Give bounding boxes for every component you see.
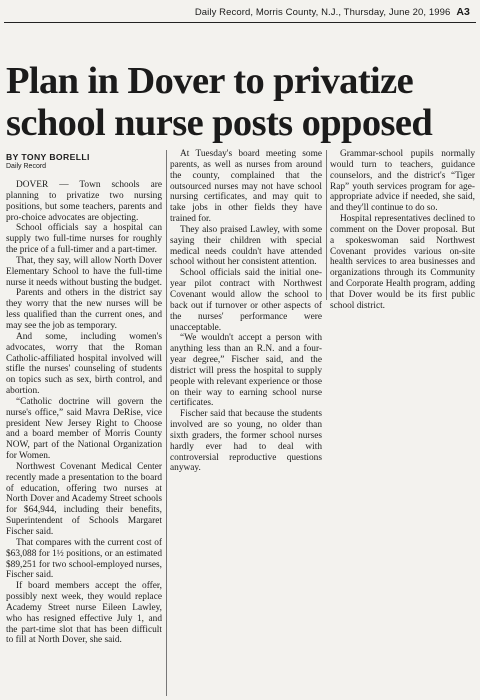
article-paragraph: Parents and others in the district say they worry that the new nurses will be less qualified than the current ones, and may see the job as temporary. — [6, 288, 162, 331]
folio-dateline: Daily Record, Morris County, N.J., Thursday, June 20, 1996 — [194, 7, 451, 18]
column-2 — [170, 149, 322, 696]
folio-page-number: A3 — [456, 6, 470, 18]
byline-source: Daily Record — [6, 163, 47, 170]
headline-line-1: Plan in Dover to privatize — [6, 60, 414, 102]
article-paragraph: Hospital representatives declined to comment on the Dover proposal. But a spokeswoman said Northwest Covenant provides various on-site health services to area businesses and organizations through its Community and Corporate Health program, adding that Dover would be its first public school district. — [330, 214, 475, 311]
top-rule — [4, 22, 476, 23]
article-paragraph: At Tuesday's board meeting some parents, as well as nurses from around the county, complained that the outsourced nurses may not have school nursing certificates, and may quit to take jobs in other fields they have trained for. — [170, 149, 322, 225]
article-paragraph: If board members accept the offer, possibly next week, they would replace Academy Street nurse Eileen Lawley, who has resigned effective July 1, and the part-time slot that has been difficult to fill at North Dover, she said. — [6, 581, 162, 646]
article-paragraph: “Catholic doctrine will govern the nurse's office,” said Mavra DeRise, vice president New Jersey Right to Choose and a board member of Morris County NOW, part of the National Organization for Women. — [6, 396, 162, 462]
article-paragraph: Northwest Covenant Medical Center recently made a presentation to the board of education, offering two nurses at North Dover and Academy Street schools for $64,944, including their benefits, Superintendent of Schools Margaret Fischer said. — [6, 461, 162, 537]
article-paragraph: “We wouldn't accept a person with anything less than an R.N. and a four-year degree,” Fischer said, and the district will press the hospital to supply people with relevant experience or those on their way to earning school nurse certificates. — [170, 333, 322, 409]
byline: BY TONY BORELLI — [6, 152, 90, 162]
article-paragraph: School officials say a hospital can supply two full-time nurses for roughly the price of a full-timer and a part-timer. — [6, 223, 162, 256]
byline-block — [6, 152, 166, 170]
article-paragraph: Fischer said that because the students involved are so young, no older than sixth graders, the former school nurses hardly ever had to deal with controversial reproductive questions anyway. — [170, 409, 322, 474]
column-divider-2 — [326, 150, 327, 300]
column-divider-1 — [166, 150, 167, 696]
headline — [6, 60, 476, 144]
headline-line-2: school nurse posts opposed — [6, 102, 433, 144]
article-paragraph: That, they say, will allow North Dover Elementary School to have the full-time nurse it needs without busting the budget. — [6, 255, 162, 288]
article-paragraph: School officials said the initial one-year pilot contract with Northwest Covenant would allow the school to back out if turnover or other aspects of the nurses' performance were unacceptable. — [170, 268, 322, 333]
column-3 — [330, 149, 475, 311]
article-paragraph: And some, including women's advocates, worry that the Roman Catholic-affiliated hospital involved will stifle the nurses' counseling of students on topics such as sex, birth control, and abortion. — [6, 331, 162, 397]
article-paragraph: That compares with the current cost of $63,088 for 1½ positions, or an estimated $89,251 for two school-employed nurses, Fischer said. — [6, 537, 162, 581]
article-paragraph: DOVER — Town schools are planning to privatize two nursing positions, but some teachers, parents and pro-choice advocates are objecting. — [6, 180, 162, 223]
folio-line — [0, 6, 470, 20]
column-1 — [6, 180, 162, 696]
article-paragraph: They also praised Lawley, with some saying their children with special medical needs couldn't have attended school without her consistent attention. — [170, 224, 322, 268]
article-paragraph: Grammar-school pupils normally would turn to teachers, guidance counselors, and the district's “Tiger Rap” youth services program for age-appropriate advice if needed, she said, and they'll continue to do so. — [330, 149, 475, 214]
